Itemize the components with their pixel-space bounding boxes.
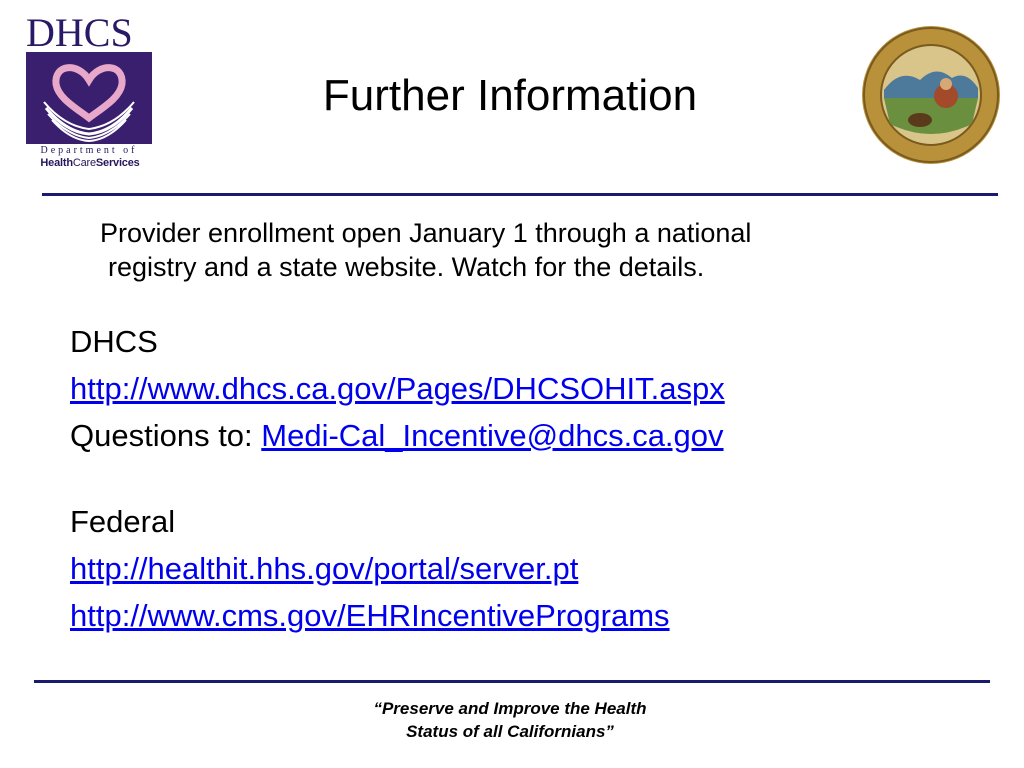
dhcs-logo: [24, 14, 156, 169]
healthit-link[interactable]: http://healthit.hhs.gov/portal/server.pt: [70, 551, 579, 586]
incentive-email-link[interactable]: Medi-Cal_Incentive@dhcs.ca.gov: [261, 418, 724, 453]
federal-link-line-1: [70, 549, 578, 589]
dhcs-heading: DHCS: [70, 324, 158, 359]
heart-hands-icon: [26, 52, 152, 144]
federal-link-line-2: [70, 596, 670, 636]
logo-emblem: [26, 52, 152, 144]
questions-line: [70, 416, 724, 456]
intro-paragraph: [100, 216, 960, 284]
dhcs-ohit-link[interactable]: http://www.dhcs.ca.gov/Pages/DHCSOHIT.aspx: [70, 371, 725, 406]
svg-text:DHCS: DHCS: [26, 14, 133, 50]
california-seal-icon: [860, 24, 1002, 166]
page-title: Further Information: [322, 71, 698, 120]
dhcs-letters: [24, 14, 156, 50]
top-divider: [42, 193, 998, 196]
footer-line-1: “Preserve and Improve the Health: [373, 699, 647, 718]
logo-department: Department of: [40, 145, 138, 156]
bottom-divider: [34, 680, 990, 683]
questions-label: Questions to:: [70, 418, 253, 453]
federal-heading: Federal: [70, 504, 176, 539]
footer-slogan: [290, 697, 730, 743]
intro-line-2: registry and a state website. Watch for the details.: [108, 252, 705, 282]
intro-line-1: Provider enrollment open January 1 through a national: [100, 218, 752, 248]
logo-health-care-services: HealthCareServices: [40, 157, 140, 169]
cms-ehr-link[interactable]: http://www.cms.gov/EHRIncentivePrograms: [70, 598, 670, 633]
footer-line-2: Status of all Californians”: [406, 722, 614, 741]
dhcs-link-line: [70, 369, 725, 409]
